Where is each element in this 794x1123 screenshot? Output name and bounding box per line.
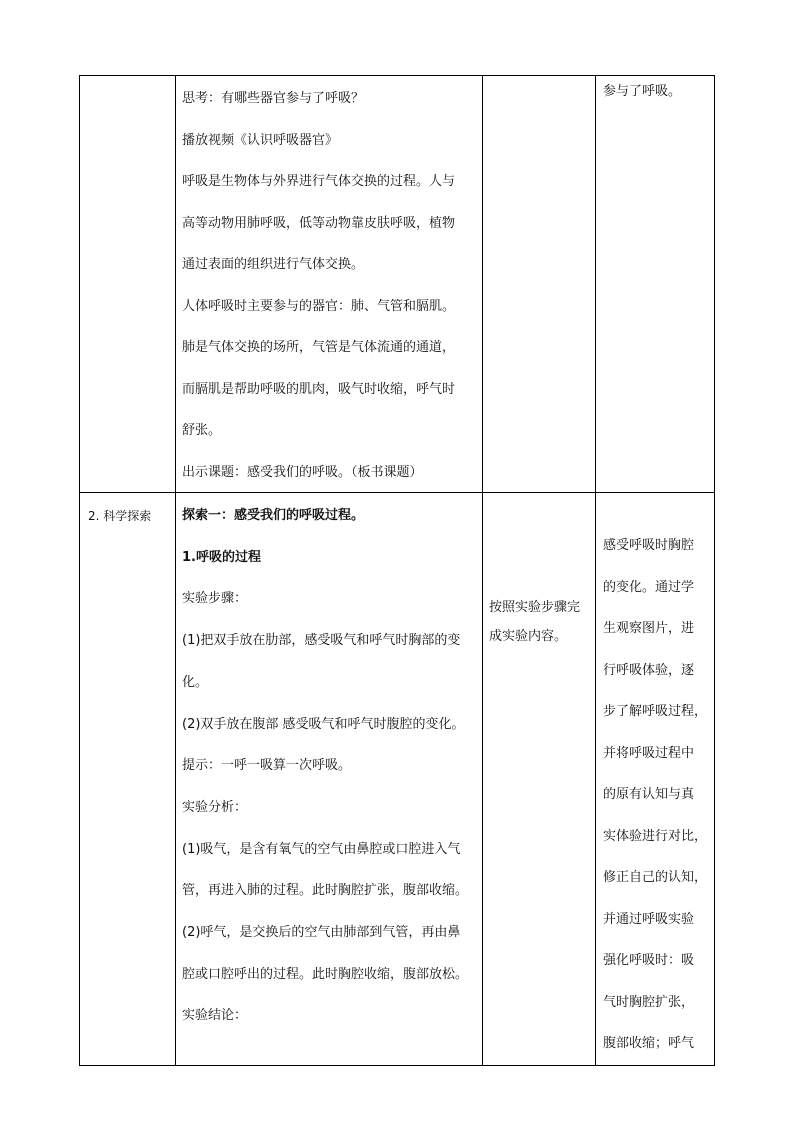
text-line: 感受呼吸时胸腔 xyxy=(603,538,695,553)
text-line: 实验步骤： xyxy=(182,591,248,607)
text-line: 腔或口腔呼出的过程。此时胸腔收缩，腹部放松。 xyxy=(182,966,469,982)
text-line: 实体验进行对比， xyxy=(603,828,708,844)
text-line: 实验结论： xyxy=(182,1008,248,1024)
column-divider-3 xyxy=(595,75,596,1066)
row2-teacher-cell xyxy=(182,495,480,1037)
text-line: 成实验内容。 xyxy=(489,629,568,644)
table-left-border xyxy=(79,75,80,1066)
text-line: 参与了呼吸。 xyxy=(603,84,682,99)
text-line: 并将呼吸过程中 xyxy=(603,745,695,761)
column-divider-1 xyxy=(175,75,176,1066)
text-line: 肺是气体交换的场所，气管是气体流通的通道， xyxy=(182,340,456,355)
text-line: 播放视频《认识呼吸器官》 xyxy=(182,132,339,148)
text-line: 呼吸是生物体与外界进行气体交换的过程。人与 xyxy=(182,174,456,189)
column-divider-2 xyxy=(482,75,483,1066)
text-line: 化。 xyxy=(182,674,209,690)
text-line: 步了解呼吸过程， xyxy=(603,704,708,719)
text-line: 的变化。通过学 xyxy=(603,579,695,595)
text-line: 生观察图片，进 xyxy=(603,621,695,636)
row1-intent-cell xyxy=(603,80,713,104)
text-line: 按照实验步骤完 xyxy=(489,600,581,615)
text-line: 通过表面的组织进行气体交换。 xyxy=(182,257,365,272)
text-line: (1)把双手放在肋部，感受吸气和呼气时胸部的变 xyxy=(182,633,461,649)
text-line: 行呼吸体验，逐 xyxy=(603,662,695,678)
text-line: 强化呼吸时：吸 xyxy=(603,953,695,968)
text-line: 出示课题：感受我们的呼吸。（板书课题） xyxy=(182,464,423,480)
row2-stage-cell xyxy=(88,507,174,524)
text-line: 腹部收缩；呼气 xyxy=(603,1036,695,1051)
text-line: 思考：有哪些器官参与了呼吸？ xyxy=(182,91,365,106)
text-line: 提示：一呼一吸算一次呼吸。 xyxy=(182,758,352,774)
row1-teacher-cell xyxy=(182,78,480,493)
row2-intent-cell xyxy=(603,525,715,1065)
subsection-heading: 1.呼吸的过程 xyxy=(182,549,261,565)
text-line: (1)吸气，是含有氧气的空气由鼻腔或口腔进入气 xyxy=(182,841,461,857)
text-line: (2)呼气，是交换后的空气由肺部到气管，再由鼻 xyxy=(182,925,461,941)
stage-label: 2. 科学探索 xyxy=(88,509,152,523)
text-line: 人体呼吸时主要参与的器官：肺、气管和膈肌。 xyxy=(182,298,456,314)
text-line: 高等动物用肺呼吸，低等动物靠皮肤呼吸，植物 xyxy=(182,215,456,231)
text-line: 气时胸腔扩张， xyxy=(603,994,695,1010)
text-line: 的原有认知与真 xyxy=(603,787,695,802)
text-line: 而膈肌是帮助呼吸的肌肉，吸气时收缩，呼气时 xyxy=(182,381,456,397)
text-line: 管，再进入肺的过程。此时胸腔扩张，腹部收缩。 xyxy=(182,883,469,899)
text-line: 实验分析： xyxy=(182,799,248,815)
text-line: (2)双手放在腹部 感受吸气和呼气时腹腔的变化。 xyxy=(182,716,465,732)
text-line: 修正自己的认知， xyxy=(603,870,708,885)
text-line: 舒张。 xyxy=(182,423,222,438)
row2-student-cell xyxy=(489,593,595,651)
text-line: 并通过呼吸实验 xyxy=(603,911,695,927)
section-heading: 探索一：感受我们的呼吸过程。 xyxy=(182,508,365,523)
